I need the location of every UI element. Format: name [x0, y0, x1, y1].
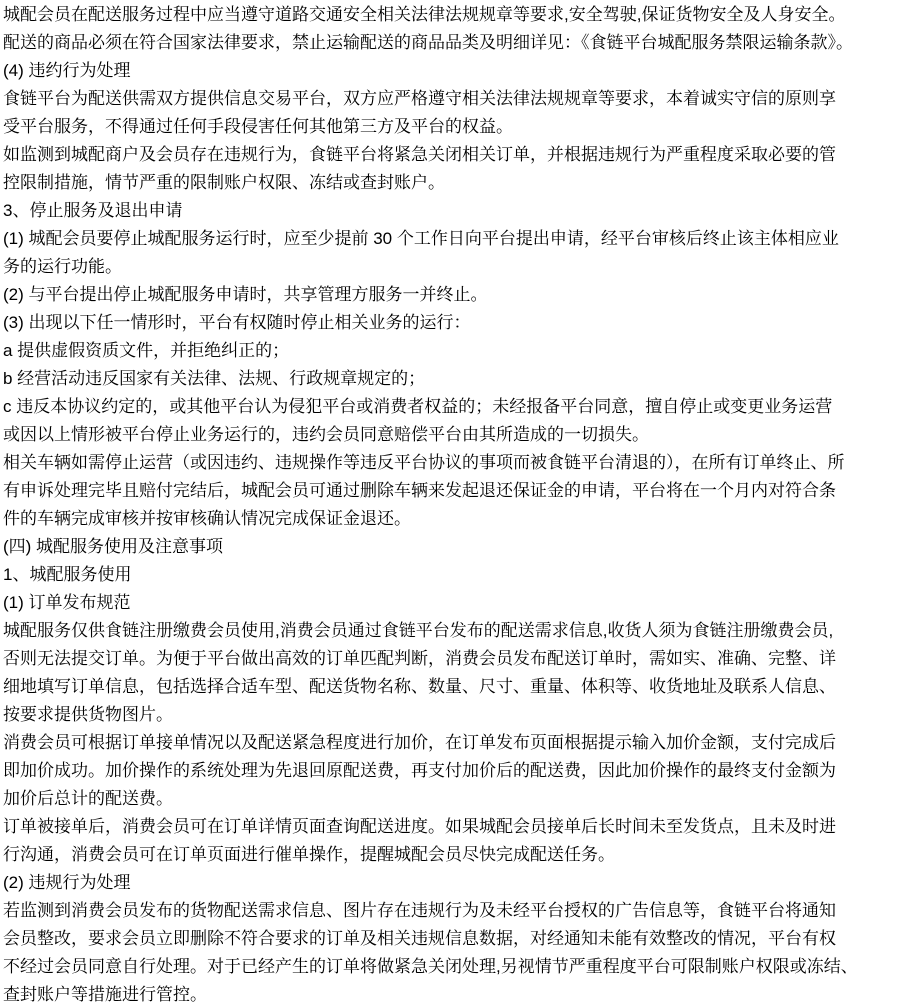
text-line: 若监测到消费会员发布的货物配送需求信息、图片存在违规行为及未经平台授权的广告信息等，食链平台将通知: [3, 901, 836, 920]
text-line: 城配服务仅供食链注册缴费会员使用,消费会员通过食链平台发布的配送需求信息,收货人须为食链注册缴费会员,: [3, 621, 834, 640]
text-line: 件的车辆完成审核并按审核确认情况完成保证金退还。: [3, 509, 411, 528]
text-line: b 经营活动违反国家有关法律、法规、行政规章规定的；: [3, 369, 426, 388]
text-line: (2) 与平台提出停止城配服务申请时，共享管理方服务一并终止。: [3, 285, 488, 304]
text-line: 有申诉处理完毕且赔付完结后，城配会员可通过删除车辆来发起退还保证金的申请，平台将在一个月内对符合条: [3, 481, 836, 500]
text-line: 加价后总计的配送费。: [3, 789, 173, 808]
text-line: 控限制措施，情节严重的限制账户权限、冻结或查封账户。: [3, 173, 445, 192]
text-line: 务的运行功能。: [3, 257, 122, 276]
text-line: 否则无法提交订单。为便于平台做出高效的订单匹配判断，消费会员发布配送订单时，需如实、准确、完整、详: [3, 649, 836, 668]
text-line: 受平台服务，不得通过任何手段侵害任何其他第三方及平台的权益。: [3, 117, 513, 136]
text-line: 如监测到城配商户及会员存在违规行为，食链平台将紧急关闭相关订单，并根据违规行为严重程度采取必要的管: [3, 145, 836, 164]
text-line: 会员整改，要求会员立即删除不符合要求的订单及相关违规信息数据，对经通知未能有效整改的情况，平台有权: [3, 929, 836, 948]
text-line: (四) 城配服务使用及注意事项: [3, 537, 224, 556]
text-line: (3) 出现以下任一情形时，平台有权随时停止相关业务的运行：: [3, 313, 471, 332]
text-line: c 违反本协议约定的，或其他平台认为侵犯平台或消费者权益的；未经报备平台同意，擅自停止或变更业务运营: [3, 397, 833, 416]
text-line: 消费会员可根据订单接单情况以及配送紧急程度进行加价，在订单发布页面根据提示输入加价金额，支付完成后: [3, 733, 836, 752]
text-line: (2) 违规行为处理: [3, 873, 131, 892]
text-line: 行沟通，消费会员可在订单页面进行催单操作，提醒城配会员尽快完成配送任务。: [3, 845, 615, 864]
text-line: 不经过会员同意自行处理。对于已经产生的订单将做紧急关闭处理,另视情节严重程度平台可限制账户权限或冻结、: [3, 957, 858, 976]
text-line: 3、停止服务及退出申请: [3, 201, 183, 220]
text-line: 订单被接单后，消费会员可在订单详情页面查询配送进度。如果城配会员接单后长时间未至发货点，且未及时进: [3, 817, 836, 836]
text-line: 按要求提供货物图片。: [3, 705, 173, 724]
text-line: (1) 订单发布规范: [3, 593, 131, 612]
text-line: (4) 违约行为处理: [3, 61, 131, 80]
text-line: 相关车辆如需停止运营（或因违约、违规操作等违反平台协议的事项而被食链平台清退的），在所有订单终止、所: [3, 453, 845, 472]
text-line: 细地填写订单信息，包括选择合适车型、配送货物名称、数量、尺寸、重量、体积等、收货地址及联系人信息、: [3, 677, 836, 696]
text-line: 食链平台为配送供需双方提供信息交易平台，双方应严格遵守相关法律法规规章等要求，本着诚实守信的原则享: [3, 89, 836, 108]
text-line: 1、城配服务使用: [3, 565, 132, 584]
text-line: a 提供虚假资质文件，并拒绝纠正的；: [3, 341, 290, 360]
text-line: 或因以上情形被平台停止业务运行的，违约会员同意赔偿平台由其所造成的一切损失。: [3, 425, 649, 444]
text-line: 配送的商品必须在符合国家法律要求，禁止运输配送的商品品类及明细详见：《食链平台城配服务禁限运输条款》。: [3, 33, 853, 52]
text-line: (1) 城配会员要停止城配服务运行时，应至少提前 30 个工作日向平台提出申请，经平台审核后终止该主体相应业: [3, 229, 839, 248]
text-line: 即加价成功。加价操作的系统处理为先退回原配送费，再支付加价后的配送费，因此加价操作的最终支付金额为: [3, 761, 836, 780]
text-line: 城配会员在配送服务过程中应当遵守道路交通安全相关法律法规规章等要求,安全驾驶,保证货物安全及人身安全。: [3, 5, 846, 24]
text-line: 查封账户等措施进行管控。: [3, 985, 207, 1004]
